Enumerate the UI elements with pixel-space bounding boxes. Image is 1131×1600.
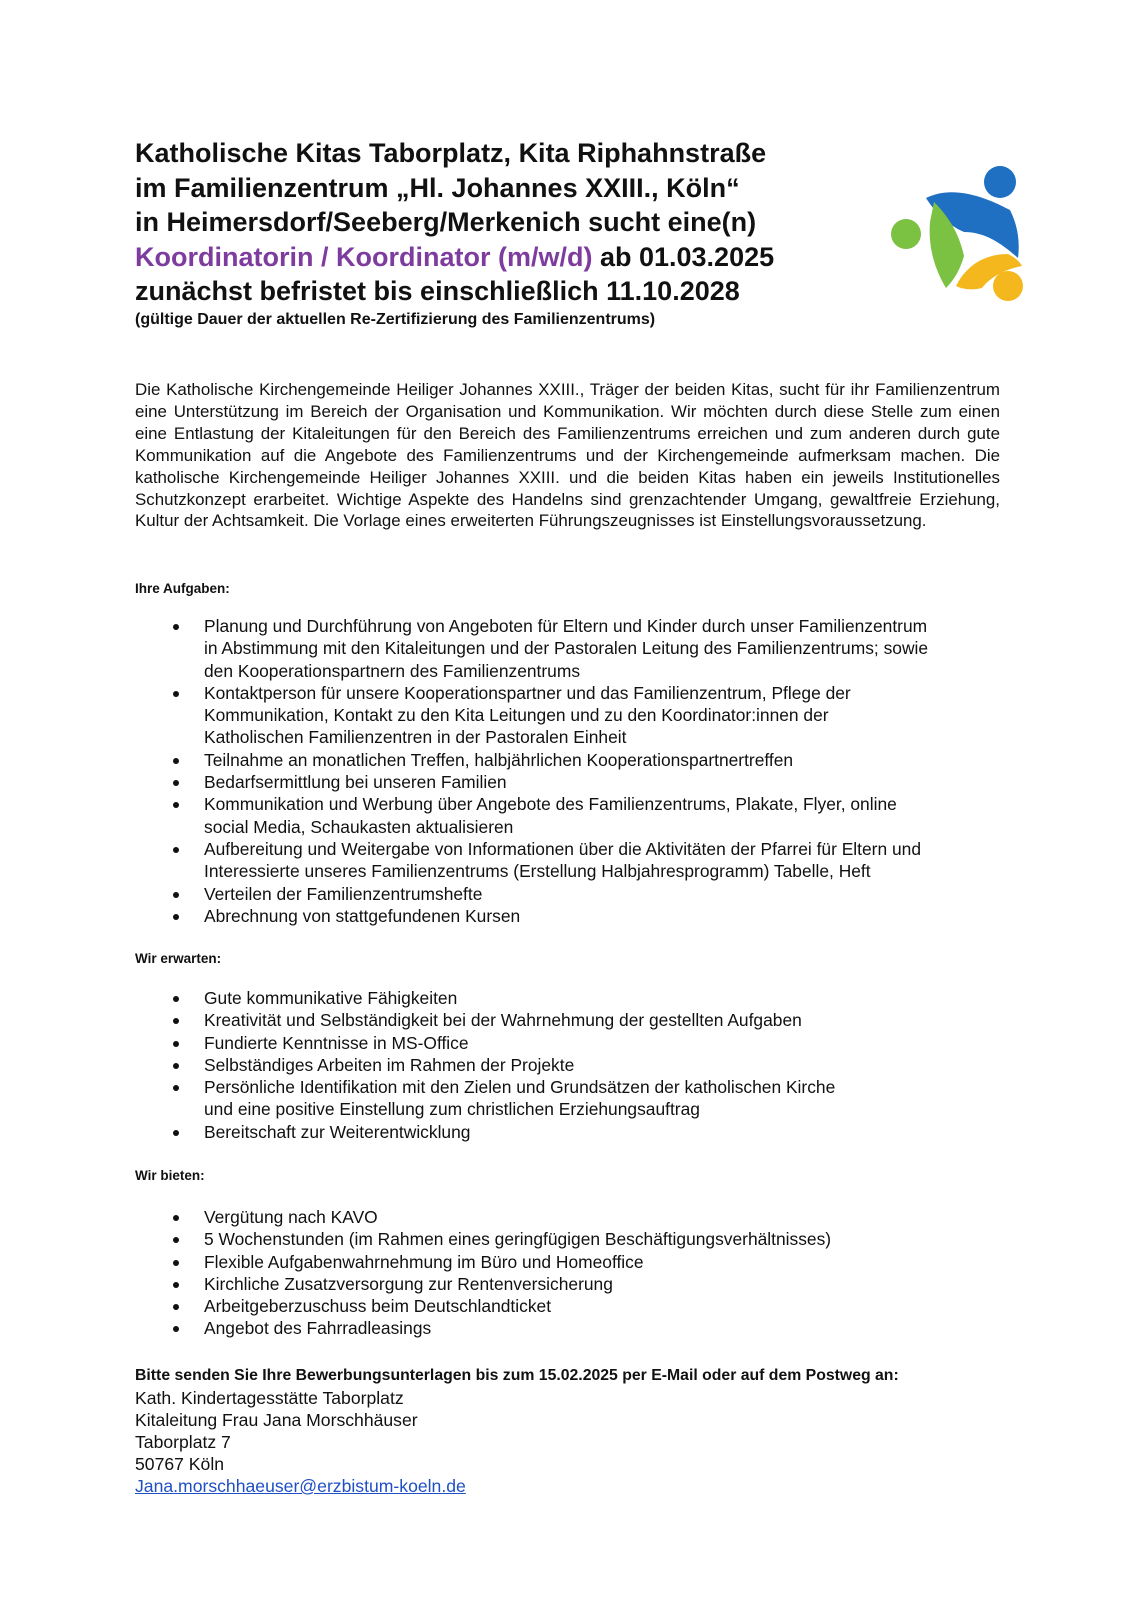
address-line-city: 50767 Köln [135, 1454, 225, 1474]
list-item-line: den Kooperationspartnern des Familienzentrums [204, 660, 581, 681]
tasks-heading: Ihre Aufgaben: [135, 581, 230, 596]
list-item-line: Selbständiges Arbeiten im Rahmen der Projekte [204, 1054, 575, 1075]
list-item-line: Gute kommunikative Fähigkeiten [204, 988, 458, 1008]
offer-list [135, 1206, 1015, 1340]
list-item-line: Abrechnung von stattgefundenen Kursen [204, 905, 521, 926]
list-item [135, 1032, 1015, 1054]
list-item-line: Kommunikation und Werbung über Angebote des Familienzentrums, Plakate, Flyer, online [204, 794, 897, 815]
bullet-icon [173, 847, 179, 853]
bullet-icon [173, 1215, 179, 1221]
list-item [135, 1054, 1015, 1076]
start-date: ab 01.03.2025 [592, 241, 775, 272]
list-item [135, 1121, 1015, 1143]
bullet-icon [173, 1018, 179, 1024]
list-item [135, 1273, 1015, 1295]
list-item-line: Planung und Durchführung von Angeboten für Eltern und Kinder durch unser Familienzentrum [204, 616, 928, 636]
list-item-line: Verteilen der Familienzentrumshefte [204, 883, 483, 904]
header-subnote: (gültige Dauer der aktuellen Re-Zertifizierung des Familienzentrums) [135, 310, 656, 328]
list-item [135, 1206, 1015, 1228]
list-item [135, 1076, 1015, 1121]
list-item [135, 838, 1015, 883]
list-item-line: Kreativität und Selbständigkeit bei der Wahrnehmung der gestellten Aufgaben [204, 1010, 802, 1031]
header-line-1: Katholische Kitas Taborplatz, Kita Riphahnstraße [135, 138, 767, 168]
list-item-line: Kirchliche Zusatzversorgung zur Rentenversicherung [204, 1273, 613, 1294]
header-line-2: im Familienzentrum „Hl. Johannes XXIII., Köln“ [135, 172, 740, 203]
bullet-icon [173, 1063, 179, 1069]
list-item [135, 771, 1015, 793]
list-item-line: social Media, Schaukasten aktualisieren [204, 816, 514, 837]
list-item [135, 682, 1015, 749]
offer-heading: Wir bieten: [135, 1168, 205, 1183]
list-item [135, 1295, 1015, 1317]
list-item-line: Interessierte unseres Familienzentrums (Erstellung Halbjahresprogramm) Tabelle, Heft [204, 861, 871, 882]
list-item-line: Bedarfsermittlung bei unseren Familien [204, 772, 507, 793]
list-item-line: und eine positive Einstellung zum christlichen Erziehungsauftrag [204, 1099, 700, 1120]
list-item-line: Angebot des Fahrradleasings [204, 1318, 432, 1339]
bullet-icon [173, 1085, 179, 1091]
list-item-line: Flexible Aufgabenwahrnehmung im Büro und Homeoffice [204, 1251, 644, 1272]
list-item [135, 1251, 1015, 1273]
header-line-5: zunächst befristet bis einschließlich 11.10.2028 [135, 276, 740, 306]
list-item-line: Bereitschaft zur Weiterentwicklung [204, 1121, 471, 1142]
list-item-line: Fundierte Kenntnisse in MS-Office [204, 1032, 469, 1053]
list-item-line: 5 Wochenstunden (im Rahmen eines geringfügigen Beschäftigungsverhältnisses) [204, 1229, 832, 1250]
bullet-icon [173, 1130, 179, 1136]
list-item [135, 615, 1015, 682]
list-item [135, 883, 1015, 905]
list-item [135, 1228, 1015, 1250]
list-item-line: Katholischen Familienzentren in der Pastoralen Einheit [204, 727, 627, 748]
posting-header [135, 136, 875, 330]
bullet-icon [173, 624, 179, 630]
bullet-icon [173, 892, 179, 898]
intro-paragraph: Die Katholische Kirchengemeinde Heiliger Johannes XXIII., Träger der beiden Kitas, sucht für ihr Familienzentrum eine Unterstützung im Bereich der Organisation und Kommunikation. Wir möchten durch diese Stelle zum einen eine Entlastung der Kitaleitungen für den Bereich des Familienzentrums erreichen und zum anderen durch gute Kommunikation auf die Angebote des Familienzentrums und der Kirchengemeinde aufmerksam machen. Die katholische Kirchengemeinde Heiliger Johannes XXIII. und die beiden Kitas haben ein jeweils Institutionelles Schutzkonzept erarbeitet. Wichtige Aspekte des Handelns sind grenzachtender Umgang, gewaltfreie Erziehung, Kultur der Achtsamkeit. Die Vorlage eines erweiterten Führungszeugnisses ist Einstellungsvoraussetzung. [135, 380, 1000, 531]
list-item-line: in Abstimmung mit den Kitaleitungen und der Pastoralen Leitung des Familienzentrums; sowie [204, 638, 929, 659]
bullet-icon [173, 996, 179, 1002]
bullet-icon [173, 1304, 179, 1310]
list-item [135, 905, 1015, 927]
list-item-line: Persönliche Identifikation mit den Zielen und Grundsätzen der katholischen Kirche [204, 1077, 836, 1098]
list-item-line: Vergütung nach KAVO [204, 1207, 378, 1227]
tasks-list [135, 615, 1015, 927]
bullet-icon [173, 802, 179, 808]
family-figures-logo-icon [890, 162, 1030, 302]
expect-heading: Wir erwarten: [135, 951, 222, 966]
email-link[interactable]: Jana.morschhaeuser@erzbistum-koeln.de [135, 1476, 466, 1496]
bullet-icon [173, 914, 179, 920]
address-line-institution: Kath. Kindertagesstätte Taborplatz [135, 1388, 404, 1408]
bullet-icon [173, 1041, 179, 1047]
list-item [135, 987, 1015, 1009]
list-item-line: Kontaktperson für unsere Kooperationspartner und das Familienzentrum, Pflege der [204, 682, 851, 703]
header-line-3: in Heimersdorf/Seeberg/Merkenich sucht eine(n) [135, 207, 757, 237]
logo-yellow-figure [956, 254, 1023, 301]
list-item-line: Teilnahme an monatlichen Treffen, halbjährlichen Kooperationspartnertreffen [204, 749, 794, 770]
application-heading: Bitte senden Sie Ihre Bewerbungsunterlagen bis zum 15.02.2025 per E-Mail oder auf dem Postweg an: [135, 1367, 899, 1384]
bullet-icon [173, 1237, 179, 1243]
bullet-icon [173, 1260, 179, 1266]
contact-address [135, 1387, 466, 1497]
address-line-contact-person: Kitaleitung Frau Jana Morschhäuser [135, 1410, 418, 1430]
list-item-line: Kommunikation, Kontakt zu den Kita Leitungen und zu den Koordinator:innen der [204, 705, 829, 726]
bullet-icon [173, 691, 179, 697]
bullet-icon [173, 1282, 179, 1288]
list-item-line: Aufbereitung und Weitergabe von Informationen über die Aktivitäten der Pfarrei für Eltern und [204, 838, 921, 859]
bullet-icon [173, 1326, 179, 1332]
list-item [135, 1317, 1015, 1339]
bullet-icon [173, 758, 179, 764]
address-line-street: Taborplatz 7 [135, 1432, 231, 1452]
list-item-line: Arbeitgeberzuschuss beim Deutschlandticket [204, 1296, 552, 1317]
list-item [135, 749, 1015, 771]
list-item [135, 793, 1015, 838]
bullet-icon [173, 780, 179, 786]
header-line-4 [135, 240, 875, 275]
expect-list [135, 987, 1015, 1143]
position-title: Koordinatorin / Koordinator (m/w/d) [135, 241, 593, 272]
list-item [135, 1009, 1015, 1031]
